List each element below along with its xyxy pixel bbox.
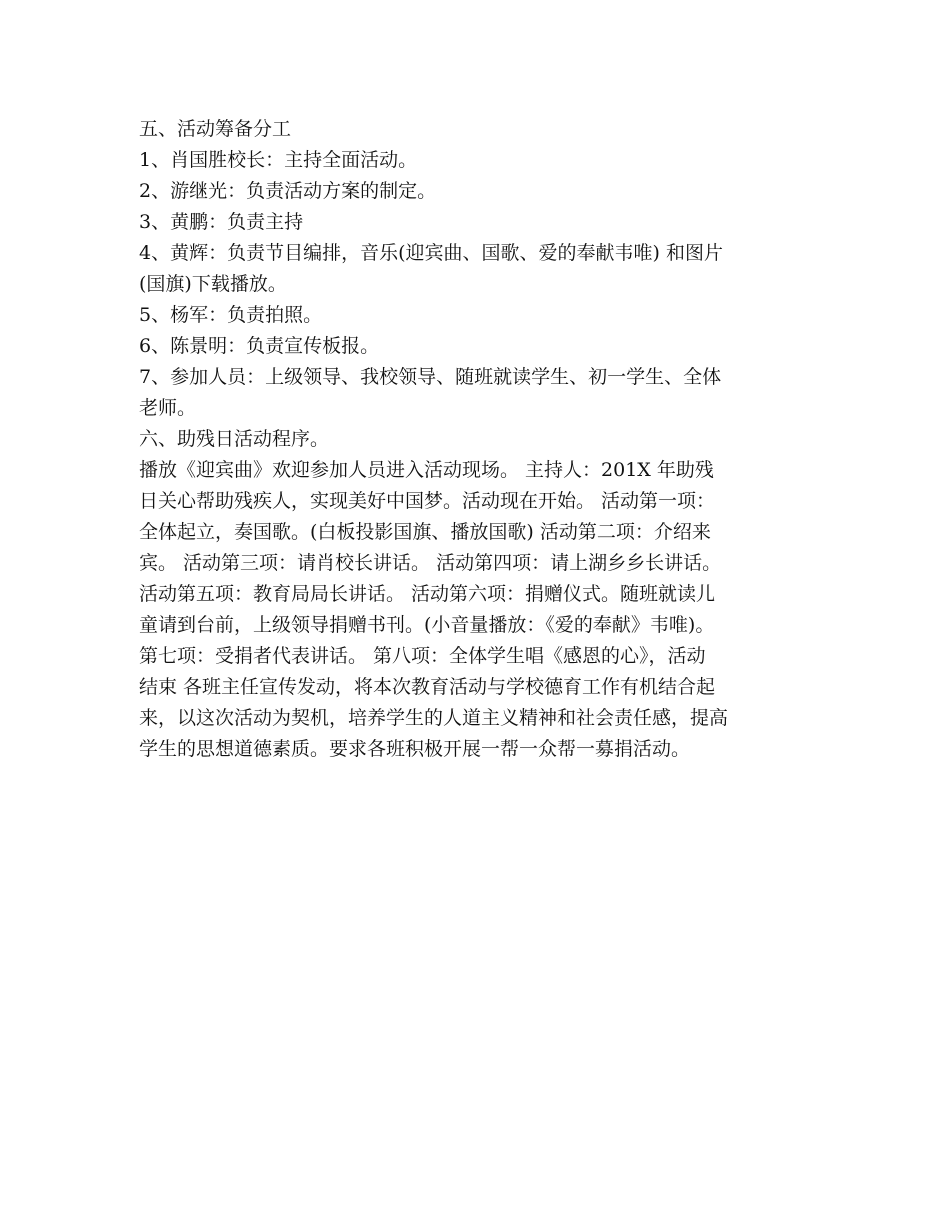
section-heading-6: 六、助残日活动程序。 [139, 428, 330, 450]
list-item: 5、杨军：负责拍照。 [139, 304, 323, 326]
list-item: 1、肖国胜校长：主持全面活动。 [139, 149, 418, 171]
paragraph-line: 活动第五项：教育局局长讲话。 活动第六项：捐赠仪式。随班就读儿 [139, 583, 716, 605]
list-item: 4、黄辉：负责节目编排，音乐(迎宾曲、国歌、爱的奉献韦唯) 和图片 [139, 242, 723, 264]
paragraph-line: 第七项：受捐者代表讲话。 第八项：全体学生唱《感恩的心》，活动 [139, 645, 706, 667]
paragraph-line: 童请到台前，上级领导捐赠书刊。(小音量播放：《爱的奉献》韦唯)。 [139, 614, 715, 636]
list-item: 2、游继光：负责活动方案的制定。 [139, 180, 437, 202]
paragraph-line: 全体起立，奏国歌。(白板投影国旗、播放国歌) 活动第二项：介绍来 [139, 521, 711, 543]
paragraph-line: 播放《迎宾曲》欢迎参加人员进入活动现场。 主持人：201X 年助残 [139, 459, 714, 481]
paragraph-line: 学生的思想道德素质。要求各班积极开展一帮一众帮一募捐活动。 [139, 738, 691, 760]
list-item: 7、参加人员：上级领导、我校领导、随班就读学生、初一学生、全体 [139, 366, 722, 388]
paragraph-line: 来，以这次活动为契机，培养学生的人道主义精神和社会责任感，提高 [139, 707, 729, 729]
list-item: 3、黄鹏：负责主持 [139, 211, 304, 233]
paragraph-line: 结束 各班主任宣传发动，将本次教育活动与学校德育工作有机结合起 [139, 676, 716, 698]
list-item: 老师。 [139, 397, 197, 419]
section-heading-5: 五、活动筹备分工 [139, 118, 292, 140]
list-item: (国旗)下载播放。 [139, 273, 287, 295]
document-page [139, 114, 814, 765]
list-item: 6、陈景明：负责宣传板报。 [139, 335, 380, 357]
paragraph-line: 日关心帮助残疾人，实现美好中国梦。活动现在开始。 活动第一项： [139, 490, 716, 512]
paragraph-line: 宾。 活动第三项：请肖校长讲话。 活动第四项：请上湖乡乡长讲话。 [139, 552, 722, 574]
